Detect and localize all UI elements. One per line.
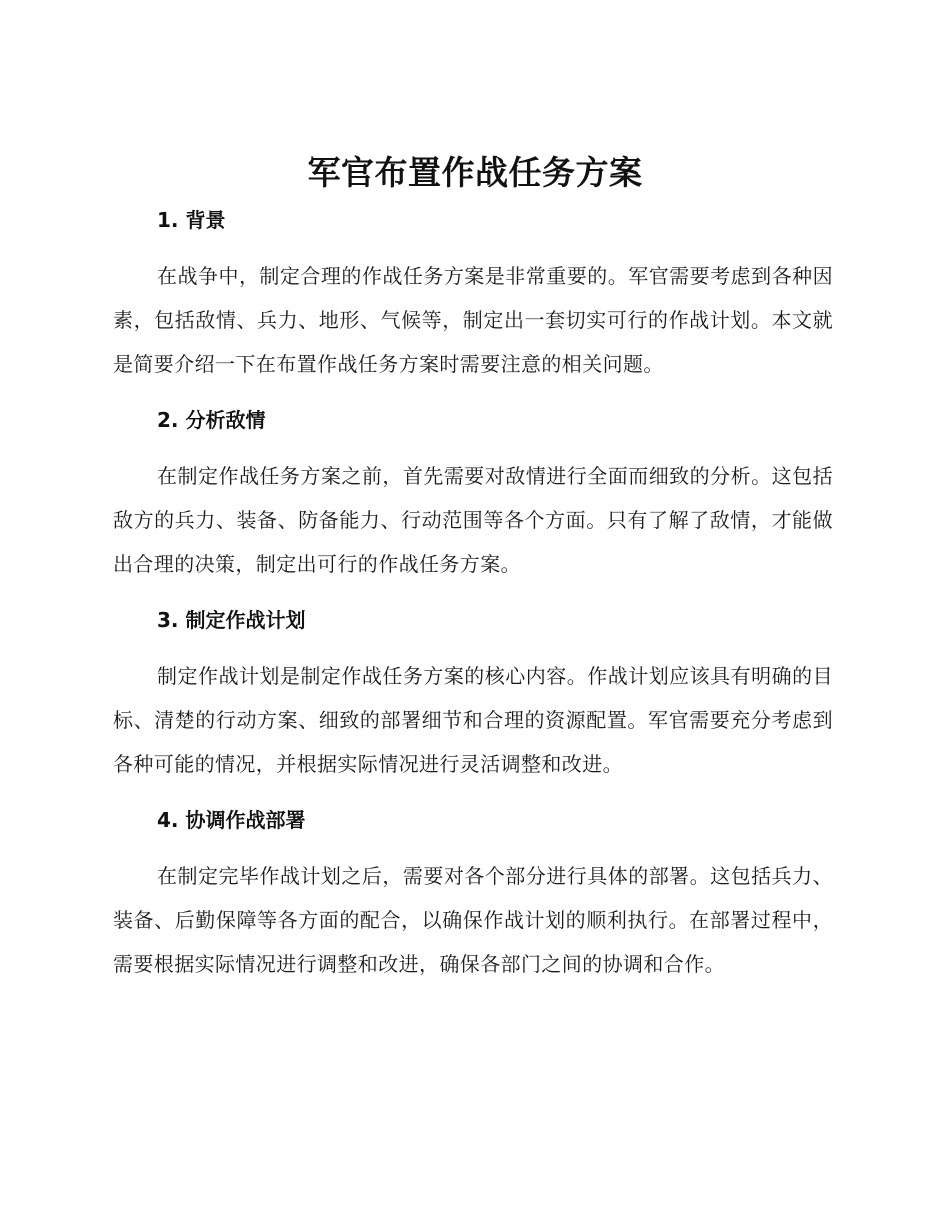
- section-coordination: [113, 800, 833, 986]
- section-battle-plan: [113, 600, 833, 786]
- section-heading: 1. 背景: [157, 208, 226, 232]
- section-background: [113, 200, 833, 386]
- section-paragraph: 在制定完毕作战计划之后，需要对各个部分进行具体的部署。这包括兵力、装备、后勤保障等各方面的配合，以确保作战计划的顺利执行。在部署过程中，需要根据实际情况进行调整和改进，确保各部门之间的协调和合作。: [113, 864, 833, 976]
- section-paragraph: 在制定作战任务方案之前，首先需要对敌情进行全面而细致的分析。这包括敌方的兵力、装备、防备能力、行动范围等各个方面。只有了解了敌情，才能做出合理的决策，制定出可行的作战任务方案。: [113, 464, 833, 576]
- document-body: [113, 200, 833, 1000]
- section-paragraph: 在战争中，制定合理的作战任务方案是非常重要的。军官需要考虑到各种因素，包括敌情、兵力、地形、气候等，制定出一套切实可行的作战计划。本文就是简要介绍一下在布置作战任务方案时需要注意的相关问题。: [113, 264, 833, 376]
- section-heading: 3. 制定作战计划: [157, 608, 306, 632]
- section-enemy-analysis: [113, 400, 833, 586]
- section-paragraph: 制定作战计划是制定作战任务方案的核心内容。作战计划应该具有明确的目标、清楚的行动方案、细致的部署细节和合理的资源配置。军官需要充分考虑到各种可能的情况，并根据实际情况进行灵活调整和改进。: [113, 664, 833, 776]
- document-title: 军官布置作战任务方案: [307, 153, 643, 192]
- section-heading: 4. 协调作战部署: [157, 808, 306, 832]
- section-heading: 2. 分析敌情: [157, 408, 266, 432]
